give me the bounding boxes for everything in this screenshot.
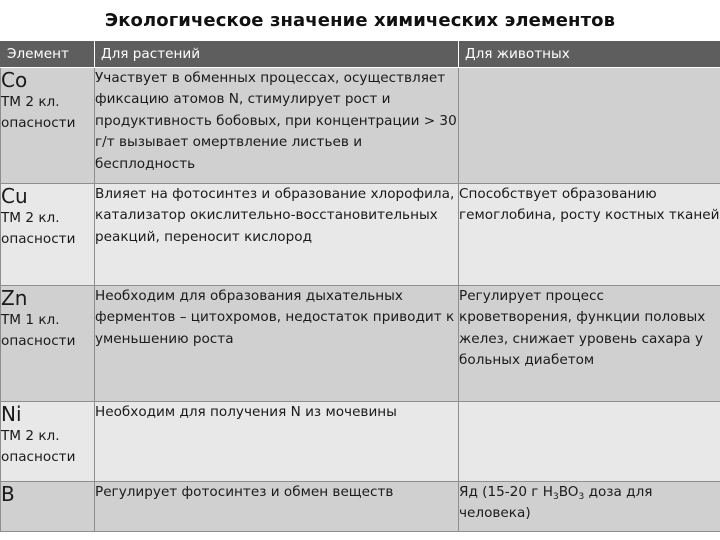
- animals-cell: [459, 482, 720, 532]
- hazard-class: ТМ 1 кл. опасности: [1, 312, 76, 350]
- plants-cell: Необходим для получения N из мочевины: [95, 402, 459, 482]
- element-cell: [1, 286, 95, 402]
- plants-cell: Участвует в обменных процессах, осуществляет фиксацию атомов N, стимулирует рост и продуктивность бобовых, при концентрации > 30 г/т вызывает омертвление листьев и бесплодность: [95, 68, 459, 184]
- plants-cell: Необходим для образования дыхательных ферментов – цитохромов, недостаток приводит к уменьшению роста: [95, 286, 459, 402]
- table-row: [1, 68, 720, 184]
- table-row: [1, 402, 720, 482]
- plants-cell: Влияет на фотосинтез и образование хлорофила, катализатор окислительно-восстановительных реакций, переносит кислород: [95, 184, 459, 286]
- animals-cell: [459, 402, 720, 482]
- table-row: [1, 184, 720, 286]
- element-symbol: Zn: [1, 286, 28, 310]
- formula-subscript: 3: [578, 492, 585, 502]
- table-header-row: [1, 41, 720, 68]
- header-plants: Для растений: [95, 41, 459, 68]
- element-cell: [1, 68, 95, 184]
- element-symbol: B: [1, 482, 15, 506]
- header-animals: Для животных: [459, 41, 720, 68]
- formula-subscript: 3: [552, 492, 559, 502]
- table-row: [1, 482, 720, 532]
- hazard-class: ТМ 2 кл. опасности: [1, 428, 76, 466]
- animals-cell: [459, 68, 720, 184]
- formula-mid: BO: [558, 484, 579, 500]
- element-cell: [1, 184, 95, 286]
- table-row: [1, 286, 720, 402]
- element-symbol: Cu: [1, 184, 28, 208]
- formula-prefix: Яд (15-20 г H: [459, 484, 553, 500]
- element-symbol: Ni: [1, 402, 22, 426]
- plants-cell: Регулирует фотосинтез и обмен веществ: [95, 482, 459, 532]
- element-cell: [1, 402, 95, 482]
- header-element: Элемент: [1, 41, 95, 68]
- element-cell: [1, 482, 95, 532]
- hazard-class: ТМ 2 кл. опасности: [1, 94, 76, 132]
- element-symbol: Co: [1, 68, 28, 92]
- animals-cell: Способствует образованию гемоглобина, росту костных тканей: [459, 184, 720, 286]
- elements-table: [0, 40, 720, 532]
- animals-cell: Регулирует процесс кроветворения, функции половых желез, снижает уровень сахара у больных диабетом: [459, 286, 720, 402]
- hazard-class: ТМ 2 кл. опасности: [1, 210, 76, 248]
- page-title: Экологическое значение химических элементов: [104, 10, 616, 31]
- formula-suffix: доза для человека): [459, 484, 653, 522]
